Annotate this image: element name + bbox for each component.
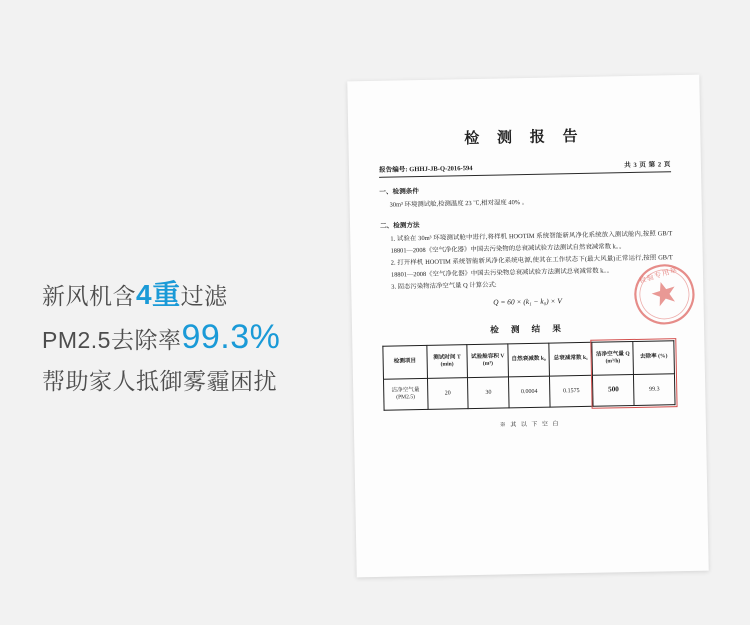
section-2-line-1: 1. 试验在 30m³ 环境测试舱中进行,将样机 HOOTIM 系统智能新风净化系统放入测试舱内,按照 GB/T 18801—2008《空气净化器》中国去污染物的总衰减试验方法测试自然衰减常数 k。。 bbox=[390, 230, 673, 255]
td-cadr: 500 bbox=[593, 375, 634, 407]
th-item: 检测项目 bbox=[383, 346, 427, 380]
td-volume: 30 bbox=[468, 377, 509, 409]
th-time: 测试时间 T (min) bbox=[426, 345, 467, 379]
table-header-row bbox=[383, 341, 675, 380]
td-total-decay: 0.1575 bbox=[549, 375, 593, 407]
th-total-decay: 总衰减常数 k₁ bbox=[549, 342, 593, 376]
marketing-copy bbox=[42, 276, 342, 400]
results-table bbox=[382, 340, 675, 411]
marketing-line-2-highlight: 99.3% bbox=[181, 318, 281, 356]
th-removal-rate: 去除率 (%) bbox=[633, 341, 675, 375]
td-time: 20 bbox=[427, 378, 468, 410]
marketing-line-2-pre: PM2.5去除率 bbox=[42, 327, 182, 353]
section-1-line-1: 30m³ 环境测试舱,检测温度 23 ℃,相对湿度 40% 。 bbox=[389, 199, 529, 209]
th-natural-decay: 自然衰减数 k₀ bbox=[508, 343, 549, 377]
td-removal-rate: 99.3 bbox=[634, 374, 675, 406]
th-cadr: 洁净空气量 Q (m³/h) bbox=[592, 342, 633, 376]
marketing-line-2 bbox=[42, 315, 342, 362]
marketing-line-3-pre: 帮助家人抵御雾霾困扰 bbox=[42, 368, 277, 394]
td-item: 洁净空气量 (PM2.5) bbox=[383, 379, 427, 411]
marketing-line-1-pre: 新风机含 bbox=[42, 283, 136, 309]
marketing-line-3 bbox=[42, 362, 342, 400]
report-number-value: GHHJ-JB-Q-2016-594 bbox=[409, 165, 473, 174]
test-report-document bbox=[347, 75, 708, 578]
section-test-methods bbox=[380, 215, 674, 312]
section-1-heading: 一、检测条件 bbox=[379, 188, 420, 196]
section-test-conditions bbox=[379, 181, 671, 212]
td-natural-decay: 0.0004 bbox=[509, 376, 550, 408]
report-number-label: 报告编号: bbox=[378, 166, 408, 174]
page-indicator: 共 3 页 第 2 页 bbox=[624, 161, 671, 170]
th-volume: 试验舱容积 V (m³) bbox=[467, 344, 508, 378]
section-2-heading: 二、检测方法 bbox=[379, 222, 420, 230]
results-heading: 检 测 结 果 bbox=[490, 323, 567, 335]
caDR-formula: Q = 60 × (k₁ − k₀) × V bbox=[493, 296, 562, 308]
section-2-line-2: 2. 打开样机 HOOTIM 系统智能新风净化系统电源,使其在工作状态下(最大风量)正常运行,按照 GB/T 18801—2008《空气净化器》中国去污染物总衰减试验方法测试总衰减常数 k。。 bbox=[390, 254, 673, 279]
marketing-line-1-post: 过滤 bbox=[180, 283, 228, 309]
results-table-wrap bbox=[382, 340, 675, 411]
table-row bbox=[383, 374, 675, 411]
marketing-line-1 bbox=[42, 276, 342, 315]
document-title: 检 测 报 告 bbox=[464, 128, 585, 148]
section-2-line-3: 3. 固态污染物洁净空气量 Q 计算公式: bbox=[391, 281, 497, 291]
stamp-label: 检验专用章 bbox=[638, 265, 679, 285]
blank-below-note: ※ 其 以 下 空 白 bbox=[499, 421, 560, 429]
document-meta bbox=[379, 158, 671, 178]
report-number bbox=[379, 162, 473, 174]
marketing-line-1-highlight: 4重 bbox=[136, 279, 181, 310]
